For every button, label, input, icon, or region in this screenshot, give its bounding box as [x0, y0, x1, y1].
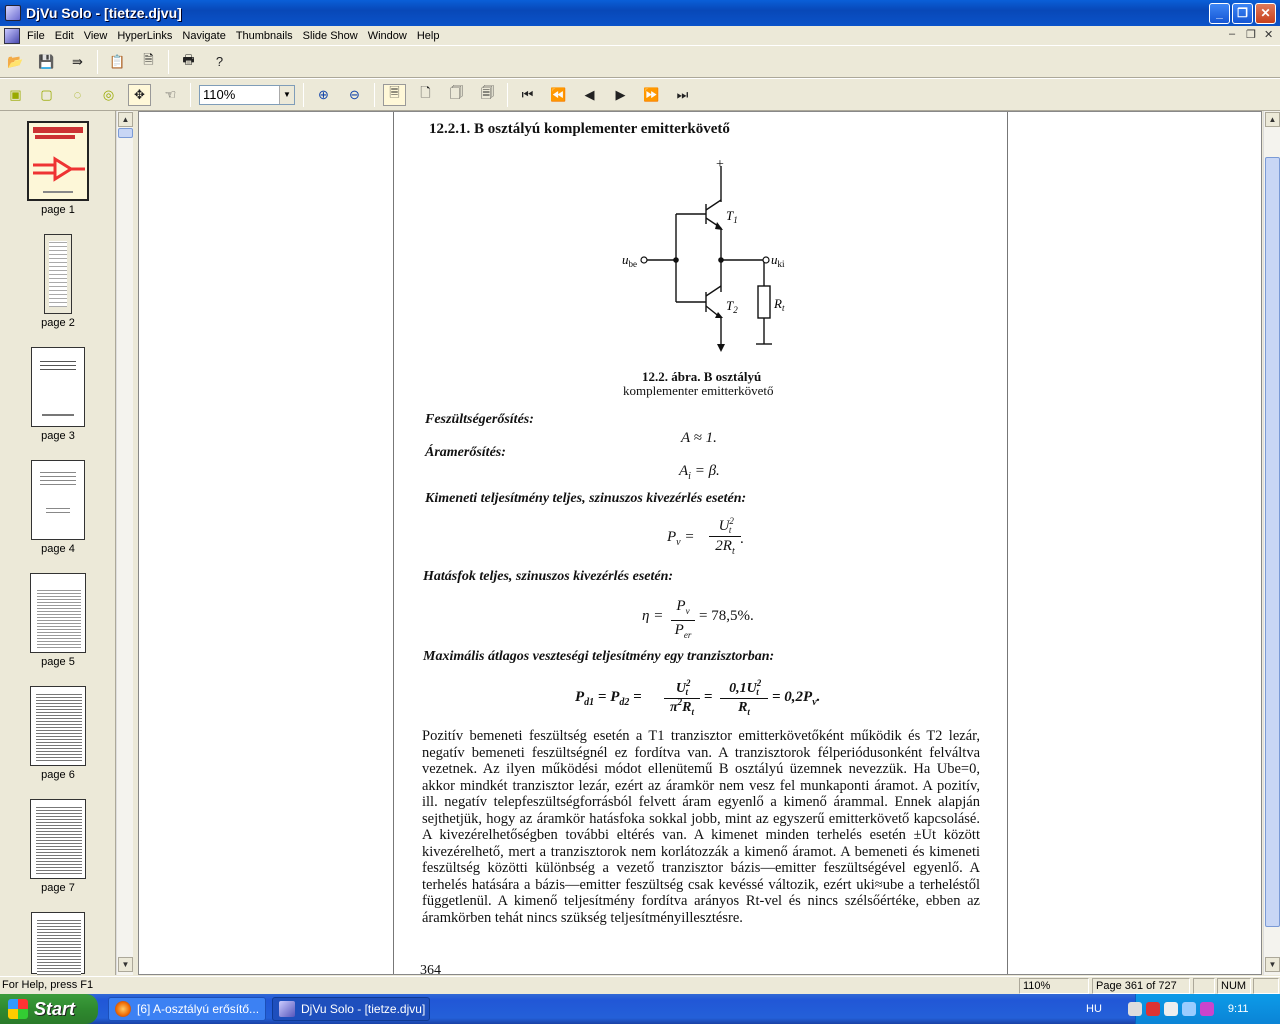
equation-power-lhs: $P_v$ = — [667, 529, 695, 548]
clock[interactable]: 9:11 — [1227, 1003, 1249, 1015]
scroll-thumb[interactable] — [118, 128, 133, 138]
select-region-icon[interactable]: ◌ — [73, 87, 82, 102]
menu-edit[interactable]: Edit — [54, 29, 74, 42]
pan-icon[interactable]: ✥ — [128, 84, 151, 106]
label-efficiency: Hatásfok teljes, szinuszos kivezérlés esetén: — [423, 569, 674, 584]
menu-thumbnails[interactable]: Thumbnails — [235, 29, 293, 42]
select-zone-icon[interactable]: ◎ — [102, 86, 115, 102]
hand-tool-icon[interactable]: ☜ — [164, 86, 177, 102]
circuit-diagram — [614, 152, 814, 372]
menu-window[interactable]: Window — [367, 29, 407, 42]
new-page-icon[interactable]: 🗎 — [143, 51, 154, 67]
doc-close-button[interactable]: ✕ — [1264, 29, 1274, 41]
zoom-in-icon[interactable]: ⊕ — [318, 86, 329, 102]
last-page-icon[interactable]: ⏭ — [676, 86, 689, 102]
circuit-t2-label: $T_2$ — [726, 298, 738, 315]
thumbnail-image — [31, 912, 85, 974]
equation-loss-fraction-2: $0,1U^2_t$ $R_t$ — [720, 680, 768, 721]
thumbnail-page-2[interactable] — [27, 234, 89, 329]
thumbnail-image — [30, 686, 86, 766]
equation-loss-lhs: $P_{d1} = P_{d2}$ = — [575, 689, 642, 708]
thumbnail-label: page 3 — [41, 430, 75, 442]
zoom-value: 110% — [203, 87, 236, 102]
circuit-plus-label: + — [716, 157, 724, 172]
status-num-lock: NUM — [1217, 978, 1251, 994]
menu-slide-show[interactable]: Slide Show — [302, 29, 358, 42]
label-max-loss: Maximális átlagos veszteségi teljesítmény egy tranzisztorban: — [423, 649, 775, 664]
close-button[interactable]: ✕ — [1255, 3, 1276, 24]
menu-help[interactable]: Help — [416, 29, 440, 42]
thumbnail-image — [31, 347, 85, 427]
toolbar-separator — [507, 83, 508, 107]
status-scroll-panel — [1253, 978, 1279, 994]
menu-navigate[interactable]: Navigate — [182, 29, 226, 42]
page-number: 364 — [420, 963, 441, 975]
label-current-gain: Áramerősítés: — [425, 445, 506, 460]
minimize-button[interactable]: _ — [1209, 3, 1230, 24]
select-rect-icon[interactable]: ▣ — [9, 86, 22, 102]
chevron-down-icon[interactable]: ▼ — [279, 86, 294, 104]
thumbnail-page-4[interactable] — [27, 460, 89, 555]
equation-power-fraction: $U^2_t$ $2R_t$ — [709, 518, 741, 561]
equation-efficiency-fraction: $P_v$ $P_{er}$ — [671, 598, 695, 644]
windows-logo-icon — [8, 999, 28, 1019]
status-caps-panel — [1193, 978, 1215, 994]
menu-bar — [0, 26, 1280, 45]
body-paragraph: Pozitív bemeneti feszültség esetén a T1 tranzisztor emitterkövetőként működik és T2 lezár, negatív bemeneti feszültségnél ez fordítva van. A tranzisztorok félperiódusonként felváltva vezetnek. Az ilyen működési módot ellenütemű B osztályú üzemnek nevezzük. Ha Ube=0, akkor mindkét tranzisztor lezár, ezért az áramkör nem vesz fel munkaponti áramot. A pozitív, ill. negatív telepfeszültségforrásból felvett áram egyenlő a kimenő árammal. Ennek alapján sejthetjük, hogy az áramkör hatásfoka sokkal jobb, mint az egyszerű emitterkövető kapcsolásé. A kivezérelhetőségben további eltérés van. A kimenet minden terhelés esetén ±Ut között kivezérelhető, mert a tranzisztorok nem korlátozzák a kimenő áramot. A bemeneti és kimeneti feszültség közötti különbség a vezető tranzisztor bázis—emitter feszültségével egyenlő. A terhelés hatására a bázis—emitter feszültség csak kevéssé változik, ezért uki≈ube a terheléstől függetlenül. A kimenő teljesítmény fordítva arányos Rt-vel és nincs szélsőértéke, ebben az áramkörben tehát nincs szükség teljesítményillesztésre. — [422, 728, 980, 926]
security-shield-icon[interactable] — [1146, 1002, 1160, 1016]
language-indicator[interactable]: HU — [1086, 1003, 1102, 1015]
doc-minimize-button[interactable]: – — [1229, 28, 1236, 40]
doc-restore-button[interactable]: ❐ — [1246, 29, 1256, 41]
label-voltage-gain: Feszültségerősítés: — [425, 412, 534, 427]
scroll-down-icon[interactable]: ▼ — [118, 957, 133, 972]
circuit-output-label: $u_{ki}$ — [771, 252, 785, 269]
view-foreground-icon[interactable]: 🗍 — [450, 84, 463, 100]
task-label: [6] A-osztályú erősítő... — [137, 1002, 260, 1016]
menu-file[interactable]: File — [27, 29, 45, 42]
maximize-button[interactable]: ❐ — [1232, 3, 1253, 24]
thumbnail-image — [30, 799, 86, 879]
view-bw-icon[interactable]: 🗋 — [420, 84, 431, 100]
thumbnail-page-6[interactable] — [27, 686, 89, 781]
figure-caption-line1: 12.2. ábra. B osztályú — [642, 369, 762, 384]
toolbar-separator — [168, 50, 169, 74]
thumbnail-label: page 2 — [41, 317, 75, 329]
save-icon[interactable]: 💾 — [38, 53, 55, 69]
system-tray — [1086, 994, 1280, 1024]
thumbnail-label: page 1 — [41, 204, 75, 216]
start-label: Start — [34, 998, 76, 1019]
taskbar-button-firefox[interactable] — [108, 997, 266, 1021]
document-scrollbar[interactable] — [1263, 111, 1280, 975]
toolbar-separator — [303, 83, 304, 107]
menu-view[interactable]: View — [83, 29, 108, 42]
start-button[interactable] — [0, 994, 98, 1024]
thumbnail-image — [27, 121, 89, 201]
toolbar-separator — [190, 83, 191, 107]
djvu-icon — [279, 1001, 295, 1017]
scroll-up-icon[interactable]: ▲ — [1265, 112, 1280, 127]
thumbnail-image — [44, 234, 72, 314]
view-toolbar — [0, 78, 1280, 111]
figure-caption-line2: komplementer emitterkövető — [623, 383, 774, 398]
connection-icon[interactable] — [1182, 1002, 1196, 1016]
thumbnail-page-8[interactable] — [27, 912, 89, 975]
status-bar — [0, 976, 1280, 994]
thumbnail-label: page 7 — [41, 882, 75, 894]
firefox-icon — [115, 1001, 131, 1017]
status-help-text: For Help, press F1 — [2, 979, 94, 991]
prev-page-icon[interactable]: ◀ — [584, 86, 595, 102]
thumbnail-image — [30, 573, 86, 653]
thumbnail-page-5[interactable] — [27, 573, 89, 668]
thumbnail-label: page 6 — [41, 769, 75, 781]
equation-efficiency-rhs: = 78,5%. — [699, 608, 754, 624]
thumbnail-label: page 4 — [41, 543, 75, 555]
open-icon[interactable]: 📂 — [7, 53, 24, 69]
document-page[interactable] — [393, 112, 1008, 975]
document-icon[interactable] — [4, 28, 20, 44]
thumbnail-scrollbar[interactable] — [116, 111, 133, 975]
status-page-indicator: Page 361 of 727 — [1092, 978, 1190, 994]
taskbar — [0, 994, 1280, 1024]
circuit-resistor-label: $R_t$ — [774, 296, 785, 313]
standard-toolbar — [0, 45, 1280, 78]
zoom-select[interactable] — [199, 85, 295, 105]
thumbnail-label: page 5 — [41, 656, 75, 668]
equation-voltage-gain: A ≈ 1. — [681, 430, 717, 446]
scroll-up-icon[interactable]: ▲ — [118, 112, 133, 127]
toolbar-separator — [374, 83, 375, 107]
thumbnail-pane[interactable] — [0, 111, 116, 975]
menu-hyperlinks[interactable]: HyperLinks — [117, 29, 173, 42]
select-frame-icon[interactable]: ▢ — [40, 86, 53, 102]
thumbnail-image — [31, 460, 85, 540]
thumbnail-page-7[interactable] — [27, 799, 89, 894]
zoom-out-icon[interactable]: ⊖ — [349, 86, 360, 102]
view-color-icon[interactable]: 🗏 — [383, 84, 406, 106]
equation-efficiency-lhs: η = — [642, 608, 664, 624]
equation-loss-equals: = — [704, 689, 713, 705]
bluetooth-icon[interactable] — [1200, 1002, 1214, 1016]
next-page-icon[interactable]: ▶ — [615, 86, 626, 102]
help-icon[interactable]: ? — [215, 54, 224, 69]
back-five-pages-icon[interactable]: ⏪ — [550, 86, 567, 102]
cover-art-icon — [29, 123, 87, 199]
status-zoom: 110% — [1019, 978, 1089, 994]
scroll-down-icon[interactable]: ▼ — [1265, 957, 1280, 972]
equation-current-gain: $A_i = \beta$. — [679, 463, 720, 482]
paste-icon[interactable]: 📋 — [109, 53, 126, 69]
document-view[interactable] — [138, 111, 1262, 975]
title-bar[interactable] — [0, 0, 1280, 26]
equation-power-period: . — [740, 531, 744, 547]
view-background-icon[interactable]: 🗐 — [481, 84, 494, 100]
section-heading: 12.2.1. B osztályú komplementer emitterkövető — [429, 121, 730, 137]
equation-loss-rhs: = $0,2P_v$. — [772, 689, 821, 708]
network-icon[interactable] — [1128, 1002, 1142, 1016]
circuit-t1-label: $T_1$ — [726, 208, 738, 225]
thumbnail-page-3[interactable] — [27, 347, 89, 442]
volume-icon[interactable] — [1164, 1002, 1178, 1016]
first-page-icon[interactable]: ⏮ — [521, 86, 534, 102]
equation-loss-fraction-1: $U^2_t$ $\pi^2R_t$ — [664, 680, 700, 721]
task-label: DjVu Solo - [tietze.djvu] — [301, 1002, 426, 1016]
djvu-app-icon[interactable] — [5, 5, 21, 21]
scroll-thumb[interactable] — [1265, 157, 1280, 927]
toolbar-separator — [97, 50, 98, 74]
label-output-power: Kimeneti teljesítmény teljes, szinuszos kivezérlés esetén: — [425, 491, 747, 506]
circuit-input-label: $u_{be}$ — [622, 252, 637, 269]
taskbar-button-djvu[interactable] — [272, 997, 430, 1021]
forward-five-pages-icon[interactable]: ⏩ — [643, 86, 660, 102]
print-icon[interactable]: 🖶 — [182, 51, 195, 67]
thumbnail-page-1[interactable] — [27, 121, 89, 216]
window-title: DjVu Solo - [tietze.djvu] — [26, 5, 182, 21]
export-icon[interactable]: ⇛ — [72, 53, 83, 69]
